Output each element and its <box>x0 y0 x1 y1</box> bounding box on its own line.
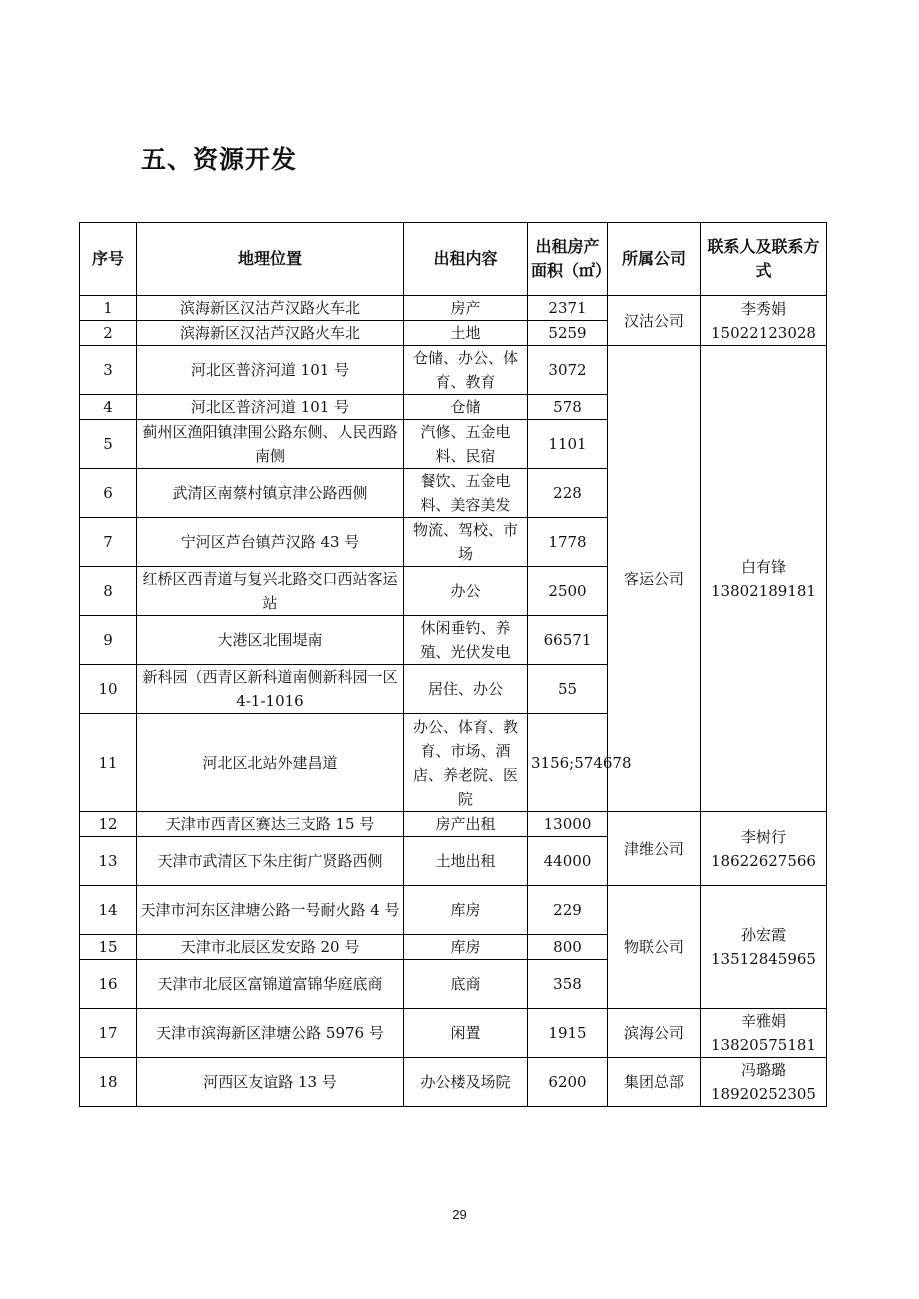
cell-location: 天津市西青区赛达三支路 15 号 <box>137 812 404 837</box>
cell-area: 5259 <box>528 321 608 346</box>
cell-content: 办公 <box>404 567 528 616</box>
table-row <box>80 1009 827 1058</box>
cell-contact <box>701 812 827 886</box>
cell-area: 13000 <box>528 812 608 837</box>
cell-no: 11 <box>80 714 137 812</box>
cell-location: 天津市滨海新区津塘公路 5976 号 <box>137 1009 404 1058</box>
cell-location: 宁河区芦台镇芦汉路 43 号 <box>137 518 404 567</box>
contact-name: 李树行 <box>740 827 786 846</box>
cell-content: 办公、体育、教育、市场、酒店、养老院、医院 <box>404 714 528 812</box>
section-title: 五、资源开发 <box>141 145 298 174</box>
cell-area: 228 <box>528 469 608 518</box>
cell-location: 河西区友谊路 13 号 <box>137 1058 404 1107</box>
cell-content: 仓储、办公、体育、教育 <box>404 346 528 395</box>
contact-name: 辛雅娟 <box>740 1012 786 1030</box>
header-contact: 联系人及联系方式 <box>701 223 827 296</box>
header-content: 出租内容 <box>404 223 528 296</box>
table-row <box>80 886 827 935</box>
cell-location: 河北区北站外建昌道 <box>137 714 404 812</box>
cell-content: 仓储 <box>404 395 528 420</box>
cell-location: 天津市北辰区发安路 20 号 <box>137 935 404 960</box>
header-location: 地理位置 <box>137 223 404 296</box>
page-number: 29 <box>452 1207 467 1222</box>
cell-content: 闲置 <box>404 1009 528 1058</box>
cell-location: 天津市河东区津塘公路一号耐火路 4 号 <box>137 886 404 935</box>
cell-content: 土地 <box>404 321 528 346</box>
cell-content: 库房 <box>404 935 528 960</box>
contact-name: 孙宏霞 <box>740 926 786 944</box>
cell-area: 358 <box>528 960 608 1009</box>
cell-no: 12 <box>80 812 137 837</box>
cell-area: 44000 <box>528 837 608 886</box>
cell-location: 蓟州区渔阳镇津围公路东侧、人民西路南侧 <box>137 420 404 469</box>
cell-location: 天津市武清区下朱庄街广贤路西侧 <box>137 837 404 886</box>
cell-location: 河北区普济河道 101 号 <box>137 346 404 395</box>
cell-no: 17 <box>80 1009 137 1058</box>
cell-area: 1778 <box>528 518 608 567</box>
cell-content: 办公楼及场院 <box>404 1058 528 1107</box>
header-area: 出租房产面积（㎡） <box>528 223 608 296</box>
contact-phone: 13802189181 <box>711 581 816 600</box>
cell-area: 800 <box>528 935 608 960</box>
cell-area: 1101 <box>528 420 608 469</box>
table-row <box>80 812 827 837</box>
cell-no: 1 <box>80 296 137 321</box>
cell-company: 津维公司 <box>608 812 701 886</box>
cell-content: 休闲垂钓、养殖、光伏发电 <box>404 616 528 665</box>
cell-location: 滨海新区汉沽芦汉路火车北 <box>137 321 404 346</box>
cell-no: 7 <box>80 518 137 567</box>
cell-company: 集团总部 <box>608 1058 701 1107</box>
cell-area: 578 <box>528 395 608 420</box>
cell-content: 餐饮、五金电料、美容美发 <box>404 469 528 518</box>
cell-area: 3156;574678 <box>528 714 608 812</box>
cell-no: 18 <box>80 1058 137 1107</box>
cell-company: 客运公司 <box>608 346 701 812</box>
cell-area: 2371 <box>528 296 608 321</box>
cell-content: 底商 <box>404 960 528 1009</box>
contact-phone: 13512845965 <box>711 950 816 968</box>
contact-name: 李秀娟 <box>740 299 786 318</box>
contact-phone: 13820575181 <box>711 1036 816 1054</box>
cell-area: 229 <box>528 886 608 935</box>
resource-table <box>79 222 827 1107</box>
cell-content: 房产 <box>404 296 528 321</box>
cell-no: 5 <box>80 420 137 469</box>
cell-no: 16 <box>80 960 137 1009</box>
cell-no: 15 <box>80 935 137 960</box>
cell-no: 3 <box>80 346 137 395</box>
cell-company: 物联公司 <box>608 886 701 1009</box>
cell-contact <box>701 296 827 346</box>
cell-location: 大港区北围堤南 <box>137 616 404 665</box>
cell-area: 1915 <box>528 1009 608 1058</box>
cell-location: 滨海新区汉沽芦汉路火车北 <box>137 296 404 321</box>
cell-area: 66571 <box>528 616 608 665</box>
cell-no: 9 <box>80 616 137 665</box>
table-row <box>80 296 827 321</box>
table-row <box>80 346 827 395</box>
table-row <box>80 1058 827 1107</box>
cell-location: 河北区普济河道 101 号 <box>137 395 404 420</box>
cell-area: 6200 <box>528 1058 608 1107</box>
cell-content: 居住、办公 <box>404 665 528 714</box>
cell-content: 汽修、五金电料、民宿 <box>404 420 528 469</box>
cell-area: 2500 <box>528 567 608 616</box>
contact-phone: 18920252305 <box>711 1085 816 1103</box>
cell-company: 滨海公司 <box>608 1009 701 1058</box>
cell-no: 4 <box>80 395 137 420</box>
cell-contact <box>701 1009 827 1058</box>
cell-no: 2 <box>80 321 137 346</box>
cell-content: 库房 <box>404 886 528 935</box>
cell-no: 14 <box>80 886 137 935</box>
header-no: 序号 <box>80 223 137 296</box>
cell-contact <box>701 886 827 1009</box>
cell-contact <box>701 1058 827 1107</box>
cell-content: 土地出租 <box>404 837 528 886</box>
cell-location: 天津市北辰区富锦道富锦华庭底商 <box>137 960 404 1009</box>
cell-area: 55 <box>528 665 608 714</box>
cell-location: 红桥区西青道与复兴北路交口西站客运站 <box>137 567 404 616</box>
contact-name: 白有锋 <box>740 557 786 576</box>
cell-content: 房产出租 <box>404 812 528 837</box>
cell-company: 汉沽公司 <box>608 296 701 346</box>
contact-name: 冯璐璐 <box>740 1061 786 1079</box>
contact-phone: 15022123028 <box>711 323 816 342</box>
cell-location: 新科园（西青区新科道南侧新科园一区 4-1-1016 <box>137 665 404 714</box>
cell-no: 10 <box>80 665 137 714</box>
cell-area: 3072 <box>528 346 608 395</box>
cell-content: 物流、驾校、市场 <box>404 518 528 567</box>
table-header-row <box>80 223 827 296</box>
contact-phone: 18622627566 <box>711 851 816 870</box>
cell-contact <box>701 346 827 812</box>
cell-no: 8 <box>80 567 137 616</box>
cell-location: 武清区南蔡村镇京津公路西侧 <box>137 469 404 518</box>
cell-no: 6 <box>80 469 137 518</box>
header-company: 所属公司 <box>608 223 701 296</box>
cell-no: 13 <box>80 837 137 886</box>
